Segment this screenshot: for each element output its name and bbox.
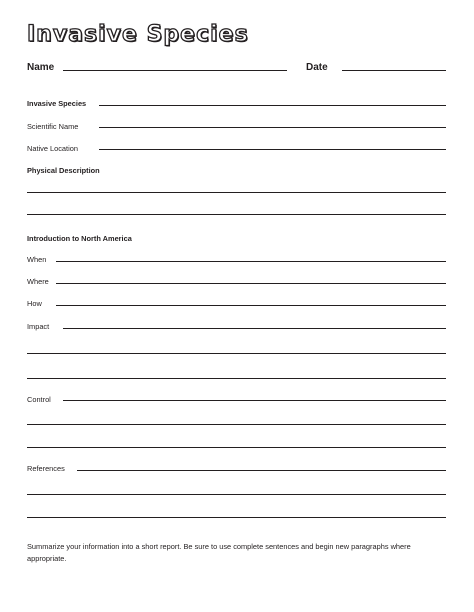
where-line[interactable] [56, 283, 446, 284]
scientific-name-label: Scientific Name [27, 122, 79, 131]
control-label: Control [27, 395, 51, 404]
name-line[interactable] [63, 70, 287, 71]
invasive-species-label: Invasive Species [27, 99, 87, 108]
impact-line-2[interactable] [27, 353, 446, 354]
control-line-2[interactable] [27, 424, 446, 425]
references-label: References [27, 464, 65, 473]
physical-description-line-1[interactable] [27, 192, 446, 193]
date-label: Date [306, 62, 328, 73]
instructions-text: Summarize your information into a short report. Be sure to use complete sentences and begin new paragraphs where appropriate. [27, 542, 411, 563]
references-line-3[interactable] [27, 517, 446, 518]
native-location-line[interactable] [99, 149, 446, 150]
introduction-heading: Introduction to North America [27, 234, 132, 243]
how-line[interactable] [56, 305, 446, 306]
control-line-1[interactable] [63, 400, 446, 401]
physical-description-label: Physical Description [27, 166, 100, 175]
physical-description-line-2[interactable] [27, 214, 446, 215]
name-label: Name [27, 62, 55, 73]
when-label: When [27, 255, 47, 264]
native-location-label: Native Location [27, 144, 78, 153]
references-line-2[interactable] [27, 494, 446, 495]
impact-line-3[interactable] [27, 378, 446, 379]
date-line[interactable] [342, 70, 446, 71]
how-label: How [27, 299, 42, 308]
scientific-name-line[interactable] [99, 127, 446, 128]
impact-line-1[interactable] [63, 328, 446, 329]
impact-label: Impact [27, 322, 50, 331]
references-line-1[interactable] [77, 470, 446, 471]
when-line[interactable] [56, 261, 446, 262]
where-label: Where [27, 277, 49, 286]
control-line-3[interactable] [27, 447, 446, 448]
invasive-species-line[interactable] [99, 105, 446, 106]
page-title: Invasive Species [27, 22, 249, 47]
